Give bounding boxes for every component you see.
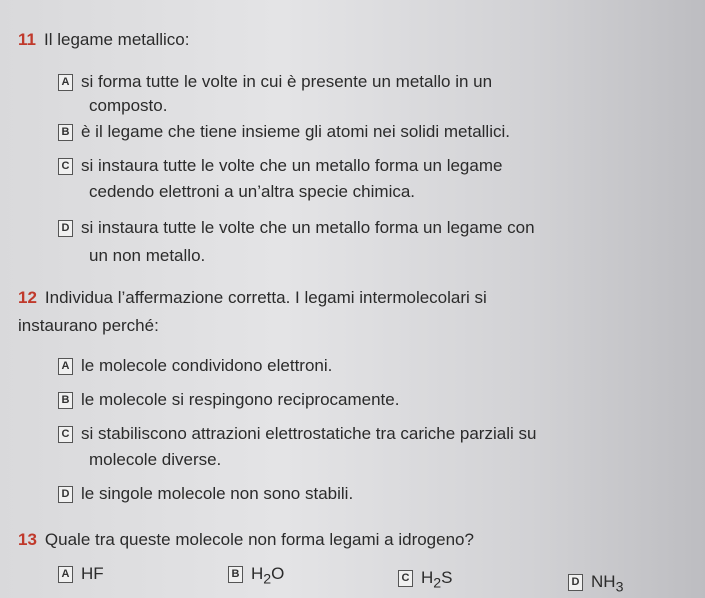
q11-option-d[interactable] (58, 218, 535, 238)
q13-option-b[interactable] (228, 564, 284, 589)
option-letter-box: B (228, 566, 243, 583)
q12-option-b[interactable] (58, 390, 399, 410)
q13-option-c[interactable] (398, 568, 453, 593)
question-12 (18, 288, 487, 308)
option-letter-box: D (58, 486, 73, 503)
option-text: si instaura tutte le volte che un metallo forma un legame (81, 156, 503, 175)
option-letter-box: C (58, 426, 73, 443)
q11-option-b[interactable] (58, 122, 510, 142)
option-text: si instaura tutte le volte che un metallo forma un legame con (81, 218, 535, 237)
option-letter-box: C (398, 570, 413, 587)
q11-option-c[interactable] (58, 156, 502, 176)
q13-option-d[interactable] (568, 572, 623, 597)
option-letter-box: C (58, 158, 73, 175)
option-letter-box: B (58, 392, 73, 409)
question-text: Quale tra queste molecole non forma legami a idrogeno? (44, 530, 474, 549)
question-11 (18, 30, 190, 50)
q11-option-d-continuation: un non metallo. (89, 246, 206, 265)
option-letter-box: A (58, 566, 73, 583)
q12-option-d[interactable] (58, 484, 353, 504)
formula: $H_2O$ (251, 564, 285, 588)
formula: $H_2S$ (421, 568, 453, 592)
q12-option-c[interactable] (58, 424, 536, 444)
option-letter-box: A (58, 358, 73, 375)
question-number: 12 (18, 288, 37, 307)
option-text: è il legame che tiene insieme gli atomi nei solidi metallici. (81, 122, 510, 141)
option-letter-box: D (568, 574, 583, 591)
option-text: si forma tutte le volte in cui è presente un metallo in un (81, 72, 493, 91)
option-letter-box: D (58, 220, 73, 237)
q11-option-c-continuation: cedendo elettroni a un’altra specie chimica. (89, 182, 416, 201)
question-text: Il legame metallico: (43, 30, 190, 49)
q12-option-a[interactable] (58, 356, 332, 376)
question-13 (18, 530, 474, 550)
q11-option-a-continuation: composto. (89, 96, 168, 115)
option-text: le molecole condividono elettroni. (81, 356, 333, 375)
formula: $NH_3$ (591, 572, 624, 596)
option-text: le molecole si respingono reciprocamente. (81, 390, 400, 409)
q13-option-a[interactable] (58, 564, 104, 589)
option-letter-box: A (58, 74, 73, 91)
question-12-continuation: instaurano perché: (18, 316, 159, 335)
question-text: Individua l’affermazione corretta. I legami intermolecolari si (44, 288, 487, 307)
question-number: 11 (18, 30, 36, 49)
option-text: le singole molecole non sono stabili. (81, 484, 354, 503)
question-number: 13 (18, 530, 37, 549)
option-text: si stabiliscono attrazioni elettrostatiche tra cariche parziali su (81, 424, 537, 443)
formula: HF (81, 564, 104, 583)
option-letter-box: B (58, 124, 73, 141)
q12-option-c-continuation: molecole diverse. (89, 450, 222, 469)
q11-option-a[interactable] (58, 72, 492, 92)
